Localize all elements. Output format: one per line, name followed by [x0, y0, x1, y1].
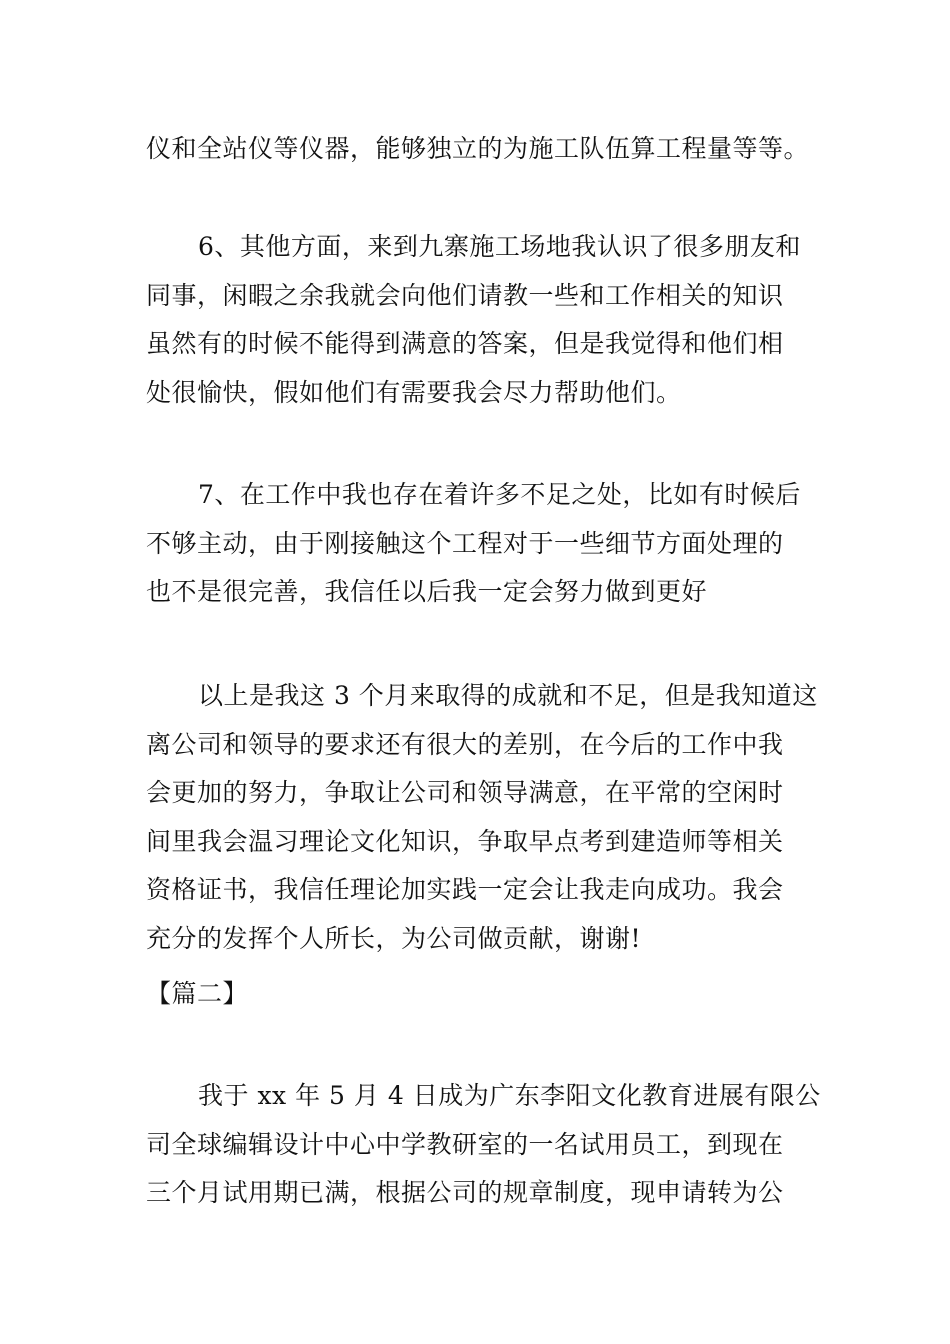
section-heading — [146, 970, 816, 1019]
paragraph-section-two-intro — [146, 1072, 821, 1218]
paragraph-summary — [146, 672, 816, 963]
section-title: 【篇二】 — [146, 979, 249, 1008]
text-line: 以上是我这 3 个月来取得的成就和不足，但是我知道这 — [198, 681, 818, 710]
text-line: 虽然有的时候不能得到满意的答案，但是我觉得和他们相 — [146, 329, 784, 358]
text-line: 7、在工作中我也存在着许多不足之处，比如有时候后 — [198, 480, 801, 509]
text-line: 处很愉快，假如他们有需要我会尽力帮助他们。 — [146, 377, 682, 407]
paragraph-item-6 — [146, 223, 816, 417]
text-line: 三个月试用期已满，根据公司的规章制度，现申请转为公 — [146, 1178, 784, 1207]
paragraph-item-7 — [146, 471, 816, 617]
text-line: 仪和全站仪等仪器，能够独立的为施工队伍算工程量等等。 — [146, 134, 810, 163]
paragraph-continuation — [146, 125, 816, 174]
text-line: 司全球编辑设计中心中学教研室的一名试用员工，到现在 — [146, 1129, 784, 1159]
text-line: 也不是很完善，我信任以后我一定会努力做到更好 — [146, 577, 708, 606]
text-line: 资格证书，我信任理论加实践一定会让我走向成功。我会 — [146, 875, 784, 904]
text-line: 会更加的努力，争取让公司和领导满意，在平常的空闲时 — [146, 778, 784, 807]
text-line: 同事，闲暇之余我就会向他们请教一些和工作相关的知识 — [146, 280, 784, 310]
text-line: 充分的发挥个人所长，为公司做贡献，谢谢! — [146, 923, 642, 953]
text-line: 我于 xx 年 5 月 4 日成为广东李阳文化教育进展有限公 — [198, 1081, 821, 1110]
text-line: 间里我会温习理论文化知识，争取早点考到建造师等相关 — [146, 826, 784, 856]
text-line: 离公司和领导的要求还有很大的差别，在今后的工作中我 — [146, 729, 784, 759]
text-line: 6、其他方面，来到九寨施工场地我认识了很多朋友和 — [198, 232, 801, 261]
text-line: 不够主动，由于刚接触这个工程对于一些细节方面处理的 — [146, 528, 784, 558]
